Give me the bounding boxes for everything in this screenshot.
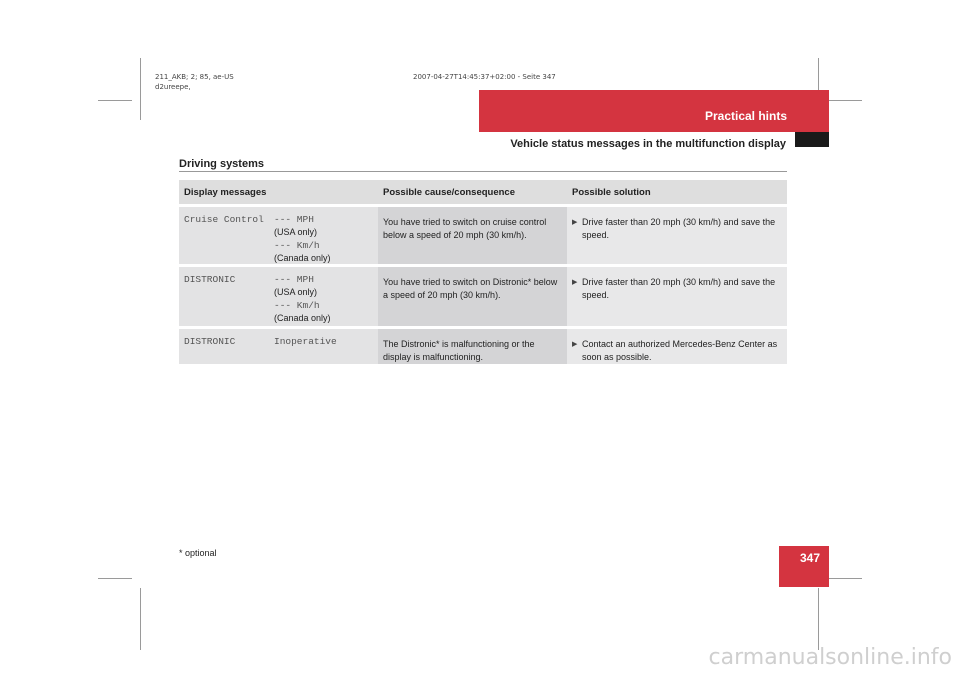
arrow-right-icon: ▶ [572, 219, 578, 226]
arrow-right-icon: ▶ [572, 279, 578, 286]
crop-mark [140, 58, 141, 120]
section-title: Driving systems [179, 158, 264, 170]
page-subtitle: Vehicle status messages in the multifunction display [510, 138, 786, 150]
crop-mark [828, 578, 862, 579]
chapter-title: Practical hints [704, 109, 787, 123]
cause-cell: You have tried to switch on Distronic* below a speed of 20 mph (30 km/h). [378, 267, 567, 326]
message-cell [179, 207, 269, 264]
detail-cell [269, 207, 378, 264]
status-messages-table [179, 180, 787, 364]
print-meta-line: d2ureepe, [155, 83, 191, 91]
detail-line: (Canada only) [274, 253, 331, 263]
table-row [179, 204, 787, 264]
display-message: DISTRONIC [184, 274, 236, 285]
crop-mark [818, 588, 819, 650]
detail-cell [269, 267, 378, 326]
column-header-cause: Possible cause/consequence [383, 186, 516, 198]
crop-mark [140, 588, 141, 650]
crop-mark [828, 100, 862, 101]
footnote: * optional [179, 548, 217, 558]
crop-mark [98, 578, 132, 579]
print-meta-center: 2007-04-27T14:45:37+02:00 - Seite 347 [413, 73, 556, 81]
detail-line: (USA only) [274, 227, 318, 237]
table-header [179, 180, 787, 204]
print-meta-line: 211_AKB; 2; 85, ae-US [155, 73, 234, 81]
message-cell [179, 329, 269, 364]
cause-cell: You have tried to switch on cruise control below a speed of 20 mph (30 km/h). [378, 207, 567, 264]
detail-line: --- Km/h [274, 300, 320, 311]
solution-text: Drive faster than 20 mph (30 km/h) and save the speed. [582, 217, 776, 240]
solution-cell [567, 329, 787, 364]
message-cell [179, 267, 269, 326]
solution-cell [567, 267, 787, 326]
table-row [179, 264, 787, 326]
detail-line: (USA only) [274, 287, 318, 297]
table-row [179, 326, 787, 364]
chapter-tab-marker [795, 132, 829, 147]
detail-line: --- MPH [274, 274, 314, 285]
page-number: 347 [799, 551, 820, 565]
arrow-right-icon: ▶ [572, 341, 578, 348]
detail-cell [269, 329, 378, 364]
column-header-solution: Possible solution [572, 186, 651, 198]
detail-line: --- MPH [274, 214, 314, 225]
solution-text: Drive faster than 20 mph (30 km/h) and save the speed. [582, 277, 776, 300]
solution-cell [567, 207, 787, 264]
crop-mark [98, 100, 132, 101]
cause-cell: The Distronic* is malfunctioning or the display is malfunctioning. [378, 329, 567, 364]
print-meta-left [155, 72, 234, 92]
watermark-link[interactable]: carmanualsonline.info [708, 645, 952, 670]
chapter-header [479, 90, 829, 132]
page-number-box [779, 546, 829, 587]
detail-line: --- Km/h [274, 240, 320, 251]
column-header-display-messages: Display messages [184, 186, 267, 198]
section-divider [179, 171, 787, 172]
detail-line: Inoperative [274, 336, 337, 347]
solution-text: Contact an authorized Mercedes-Benz Center as soon as possible. [582, 339, 778, 362]
detail-line: (Canada only) [274, 313, 331, 323]
display-message: DISTRONIC [184, 336, 236, 347]
display-message: Cruise Control [184, 214, 264, 225]
